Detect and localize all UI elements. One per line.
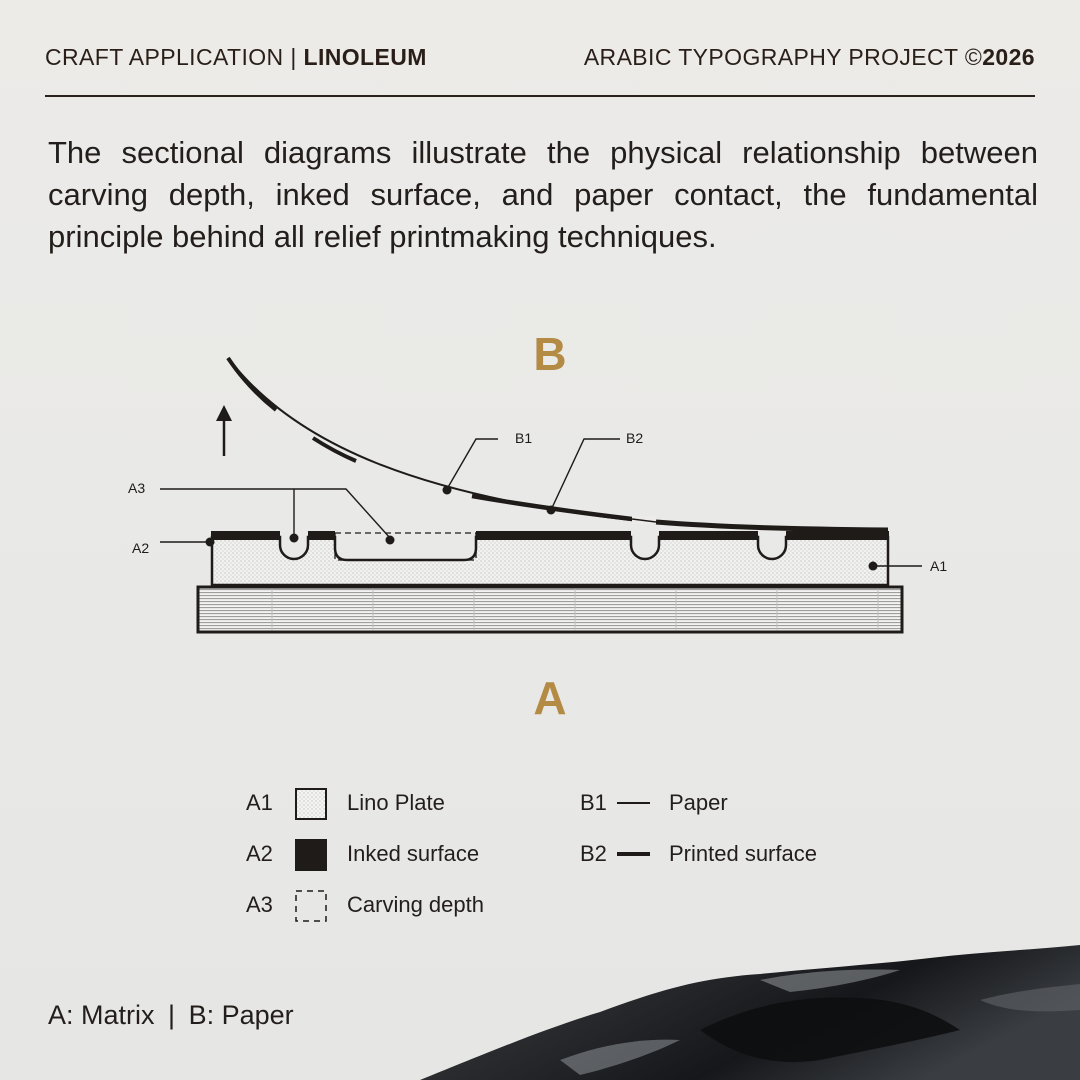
header-year: 2026	[982, 44, 1035, 70]
legend-code: A2	[246, 841, 273, 866]
footer-paper: B: Paper	[188, 1000, 294, 1030]
carving-depth-swatch-icon	[295, 890, 327, 922]
inked-surface	[211, 531, 889, 540]
label-b: B	[533, 328, 567, 380]
printed-surface-swatch-icon	[617, 852, 650, 856]
legend-code: B1	[580, 790, 607, 815]
legend-item-a3	[246, 892, 273, 918]
legend-item-a1	[246, 790, 273, 816]
legend-item-a2	[246, 841, 273, 867]
lino-plate-swatch-icon	[295, 788, 327, 820]
callout-a2: A2	[132, 540, 150, 556]
legend-item-b1	[580, 790, 607, 816]
paper-line-swatch-icon	[617, 802, 650, 804]
footer-matrix: A: Matrix	[48, 1000, 155, 1030]
legend-code: A1	[246, 790, 273, 815]
legend-label-a2: Inked surface	[347, 841, 480, 866]
sectional-diagram	[0, 300, 1080, 740]
legend-label-b1: Paper	[669, 790, 728, 815]
callout-a1: A1	[930, 558, 948, 574]
page-header	[45, 44, 1035, 76]
legend-code: B2	[580, 841, 607, 866]
header-category: CRAFT APPLICATION |	[45, 44, 304, 70]
inked-surface-swatch-icon	[295, 839, 327, 871]
legend-code: A3	[246, 892, 273, 917]
callout-b2: B2	[626, 430, 644, 446]
legend-item-b2	[580, 841, 607, 867]
legend-label-a3: Carving depth	[347, 892, 484, 917]
footer-separator: |	[168, 1000, 176, 1030]
legend-label-a1: Lino Plate	[347, 790, 445, 815]
header-divider	[45, 95, 1035, 97]
header-right	[584, 44, 1035, 71]
intro-paragraph: The sectional diagrams illustrate the physical relationship between carving depth, inked surface, and paper contact, the fundamental principle behind all relief printmaking techniques.	[48, 135, 1038, 254]
header-project: ARABIC TYPOGRAPHY PROJECT ©	[583, 44, 983, 70]
label-a: A	[533, 672, 567, 724]
header-left	[45, 44, 427, 71]
legend-label-b2: Printed surface	[669, 841, 817, 866]
callout-b1: B1	[515, 430, 533, 446]
paper-sheet	[228, 358, 888, 531]
footer-caption	[48, 1000, 294, 1031]
lift-arrow-icon	[216, 405, 232, 456]
callout-a3: A3	[128, 480, 146, 496]
header-material: LINOLEUM	[303, 44, 427, 70]
lino-plate	[211, 531, 889, 585]
press-bed	[198, 587, 902, 632]
carving-depth-outline	[335, 533, 476, 560]
